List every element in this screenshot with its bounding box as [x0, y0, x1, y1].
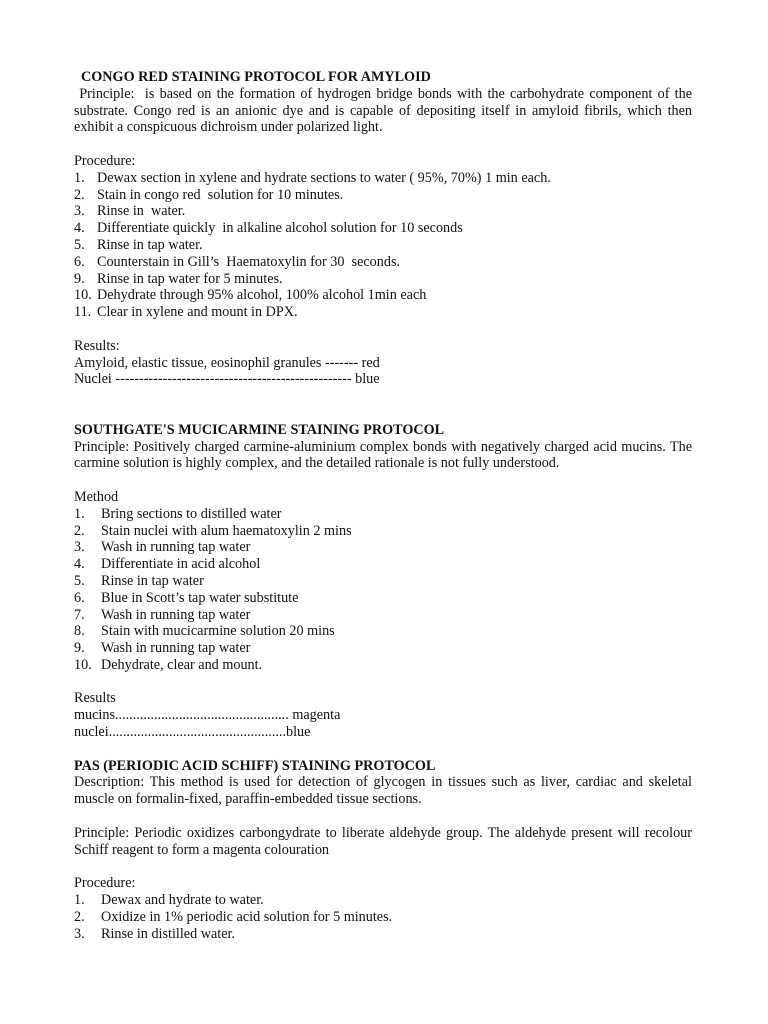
- mucicarmine-result-mucins: mucins................................................. magenta: [74, 707, 341, 724]
- pas-title: PAS (PERIODIC ACID SCHIFF) STAINING PROTOCOL: [74, 757, 436, 774]
- list-item: [74, 506, 692, 523]
- step-text: Dewax and hydrate to water.: [101, 892, 264, 909]
- list-item: [74, 271, 692, 288]
- list-item: [74, 304, 692, 321]
- list-item: [74, 909, 692, 926]
- document-page: [74, 69, 696, 942]
- congo-red-section: [74, 69, 696, 388]
- step-number: 2.: [74, 908, 85, 925]
- step-number: 6.: [74, 589, 85, 606]
- step-text: Blue in Scott’s tap water substitute: [101, 589, 299, 606]
- step-number: 3.: [74, 539, 85, 556]
- step-text: Differentiate in acid alcohol: [101, 556, 261, 573]
- step-number: 10.: [74, 656, 92, 673]
- mucicarmine-principle: Principle: Positively charged carmine-aluminium complex bonds with negatively charged acid mucins. The carmine solution is highly complex, and the detailed rationale is not fully understood.: [74, 438, 692, 472]
- step-number: 9.: [74, 640, 85, 657]
- step-number: 5.: [74, 572, 85, 589]
- step-text: Wash in running tap water: [101, 640, 251, 657]
- step-number: 11.: [74, 304, 92, 321]
- list-item: [74, 170, 692, 187]
- list-item: [74, 523, 692, 540]
- mucicarmine-method-label: Method: [74, 488, 119, 505]
- step-number: 4.: [74, 556, 85, 573]
- congo-red-principle: Principle: is based on the formation of hydrogen bridge bonds with the carbohydrate component of the substrate. Congo red is an anionic dye and is capable of depositing itself in amyloid fibrils, which then exhibit a conspicuous dichroism under polarized light.: [74, 85, 696, 136]
- pas-procedure-label: Procedure:: [74, 875, 136, 892]
- step-text: Oxidize in 1% periodic acid solution for 5 minutes.: [101, 908, 393, 925]
- mucicarmine-result-nuclei: nuclei..................................................blue: [74, 724, 311, 741]
- list-item: [74, 623, 692, 640]
- step-text: Rinse in tap water for 5 minutes.: [97, 270, 283, 287]
- list-item: [74, 254, 692, 271]
- step-number: 2.: [74, 186, 85, 203]
- mucicarmine-section: [74, 422, 692, 741]
- step-text: Bring sections to distilled water: [101, 505, 282, 522]
- list-item: [74, 187, 692, 204]
- step-text: Stain nuclei with alum haematoxylin 2 mins: [101, 522, 352, 539]
- congo-red-result-nuclei: Nuclei -------------------------------------------------- blue: [74, 371, 380, 388]
- step-text: Counterstain in Gill’s Haematoxylin for 30 seconds.: [97, 253, 401, 270]
- step-text: Rinse in water.: [97, 203, 186, 220]
- step-text: Dewax section in xylene and hydrate sections to water ( 95%, 70%) 1 min each.: [97, 169, 551, 186]
- congo-red-title: CONGO RED STAINING PROTOCOL FOR AMYLOID: [81, 69, 431, 85]
- congo-red-steps: [74, 170, 692, 321]
- mucicarmine-results-label: Results: [74, 690, 116, 707]
- step-number: 8.: [74, 623, 85, 640]
- step-number: 6.: [74, 253, 85, 270]
- list-item: [74, 657, 692, 674]
- step-text: Rinse in distilled water.: [101, 925, 235, 942]
- step-number: 3.: [74, 203, 85, 220]
- step-text: Dehydrate through 95% alcohol, 100% alcohol 1min each: [97, 287, 427, 304]
- step-number: 7.: [74, 606, 85, 623]
- mucicarmine-steps: [74, 506, 692, 674]
- list-item: [74, 892, 692, 909]
- list-item: [74, 556, 692, 573]
- step-text: Stain in congo red solution for 10 minutes.: [97, 186, 344, 203]
- step-text: Stain with mucicarmine solution 20 mins: [101, 623, 335, 640]
- step-number: 10.: [74, 287, 92, 304]
- congo-red-procedure-label: Procedure:: [74, 152, 136, 169]
- congo-red-result-amyloid: Amyloid, elastic tissue, eosinophil granules ------- red: [74, 354, 380, 371]
- step-text: Dehydrate, clear and mount.: [101, 656, 263, 673]
- pas-steps: [74, 892, 692, 942]
- list-item: [74, 573, 692, 590]
- list-item: [74, 287, 692, 304]
- step-number: 3.: [74, 925, 85, 942]
- list-item: [74, 640, 692, 657]
- step-number: 4.: [74, 220, 85, 237]
- step-text: Rinse in tap water.: [97, 236, 203, 253]
- list-item: [74, 203, 692, 220]
- mucicarmine-title: SOUTHGATE'S MUCICARMINE STAINING PROTOCOL: [74, 421, 445, 438]
- step-number: 1.: [74, 169, 85, 186]
- list-item: [74, 590, 692, 607]
- step-number: 2.: [74, 522, 85, 539]
- step-text: Wash in running tap water: [101, 606, 251, 623]
- list-item: [74, 607, 692, 624]
- congo-red-results-label: Results:: [74, 337, 120, 354]
- list-item: [74, 539, 692, 556]
- step-number: 1.: [74, 892, 85, 909]
- step-text: Differentiate quickly in alkaline alcohol solution for 10 seconds: [97, 220, 463, 237]
- pas-section: [74, 758, 692, 943]
- pas-description: Description: This method is used for detection of glycogen in tissues such as liver, cardiac and skeletal muscle on formalin-fixed, paraffin-embedded tissue sections.: [74, 774, 692, 808]
- list-item: [74, 237, 692, 254]
- list-item: [74, 220, 692, 237]
- step-text: Wash in running tap water: [101, 539, 251, 556]
- step-number: 9.: [74, 270, 85, 287]
- step-text: Rinse in tap water: [101, 572, 204, 589]
- pas-principle: Principle: Periodic oxidizes carbongydrate to liberate aldehyde group. The aldehyde present will recolour Schiff reagent to form a magenta colouration: [74, 824, 692, 858]
- list-item: [74, 926, 692, 943]
- step-text: Clear in xylene and mount in DPX.: [97, 304, 298, 321]
- step-number: 1.: [74, 505, 85, 522]
- step-number: 5.: [74, 236, 85, 253]
